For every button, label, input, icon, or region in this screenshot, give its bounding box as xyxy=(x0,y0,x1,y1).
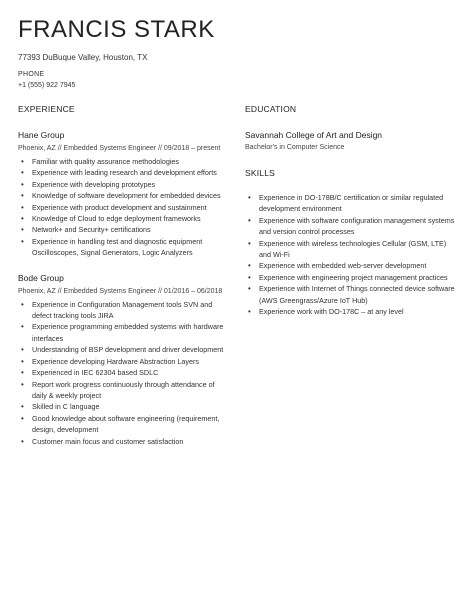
list-item: • Experience with leading research and development efforts xyxy=(18,167,230,178)
list-item: • Network+ and Security+ certifications xyxy=(18,224,230,235)
list-item: • Report work progress continuously through attendance of daily & weekly project xyxy=(18,379,230,402)
list-item: • Knowledge of Cloud to edge deployment frameworks xyxy=(18,213,230,224)
list-item: • Knowledge of software development for embedded devices xyxy=(18,190,230,201)
phone-number: +1 (555) 922 7945 xyxy=(18,82,76,89)
school-name: Savannah College of Art and Design xyxy=(245,130,383,140)
list-item: • Experience with product development and sustainment xyxy=(18,202,230,213)
job-entry xyxy=(18,273,230,447)
company-name: Hane Group xyxy=(18,130,65,140)
education-heading: EDUCATION xyxy=(245,104,297,114)
list-item: • Skilled in C language xyxy=(18,401,230,412)
list-item: • Experience in handling test and diagnostic equipment Oscilloscopes, Signal Generators, Logic Analyzers xyxy=(18,236,230,259)
list-item: • Experience programming embedded systems with hardware interfaces xyxy=(18,321,230,344)
list-item: • Customer main focus and customer satisfaction xyxy=(18,436,230,447)
list-item: • Experience with embedded web-server development xyxy=(245,260,460,271)
job-bullets xyxy=(18,299,230,447)
skills-list xyxy=(245,192,460,317)
list-item: • Experience in Configuration Management tools SVN and defect tracking tools JIRA xyxy=(18,299,230,322)
skills-heading: SKILLS xyxy=(245,168,276,178)
company-name: Bode Group xyxy=(18,272,64,283)
job-bullets xyxy=(18,156,230,259)
list-item: • Experience with Internet of Things connected device software (AWS Greengrass/Azure IoT Hub) xyxy=(245,283,460,306)
list-item: • Experience developing Hardware Abstraction Layers xyxy=(18,356,230,367)
list-item: • Familiar with quality assurance methodologies xyxy=(18,156,230,167)
list-item: • Experience work with DO-178C – at any level xyxy=(245,306,460,317)
list-item: • Experience in DO-178B/C certification or similar regulated development environment xyxy=(245,192,460,215)
list-item: • Experience with engineering project management practices xyxy=(245,272,460,283)
list-item: • Experienced in IEC 62304 based SDLC xyxy=(18,367,230,378)
job-entry xyxy=(18,130,230,259)
education-skills-column xyxy=(245,104,460,317)
list-item: • Experience with software configuration management systems and version control processes xyxy=(245,215,460,238)
experience-heading: EXPERIENCE xyxy=(18,104,75,114)
list-item: • Experience with developing prototypes xyxy=(18,179,230,190)
degree: Bachelor's in Computer Science xyxy=(245,144,345,151)
candidate-name: FRANCIS STARK xyxy=(18,16,215,43)
phone-label: PHONE xyxy=(18,71,45,78)
list-item: • Good knowledge about software engineering (requirement, design, development xyxy=(18,413,230,436)
address: 77393 DuBuque Valley, Houston, TX xyxy=(18,53,148,62)
experience-column xyxy=(18,104,230,461)
list-item: • Experience with wireless technologies Cellular (GSM, LTE) and Wi-Fi xyxy=(245,238,460,261)
job-meta: Phoenix, AZ // Embedded Systems Engineer // 09/2018 – present xyxy=(18,145,221,152)
job-meta: Phoenix, AZ // Embedded Systems Engineer // 01/2016 – 06/2018 xyxy=(18,287,223,295)
list-item: • Understanding of BSP development and driver development xyxy=(18,344,230,355)
